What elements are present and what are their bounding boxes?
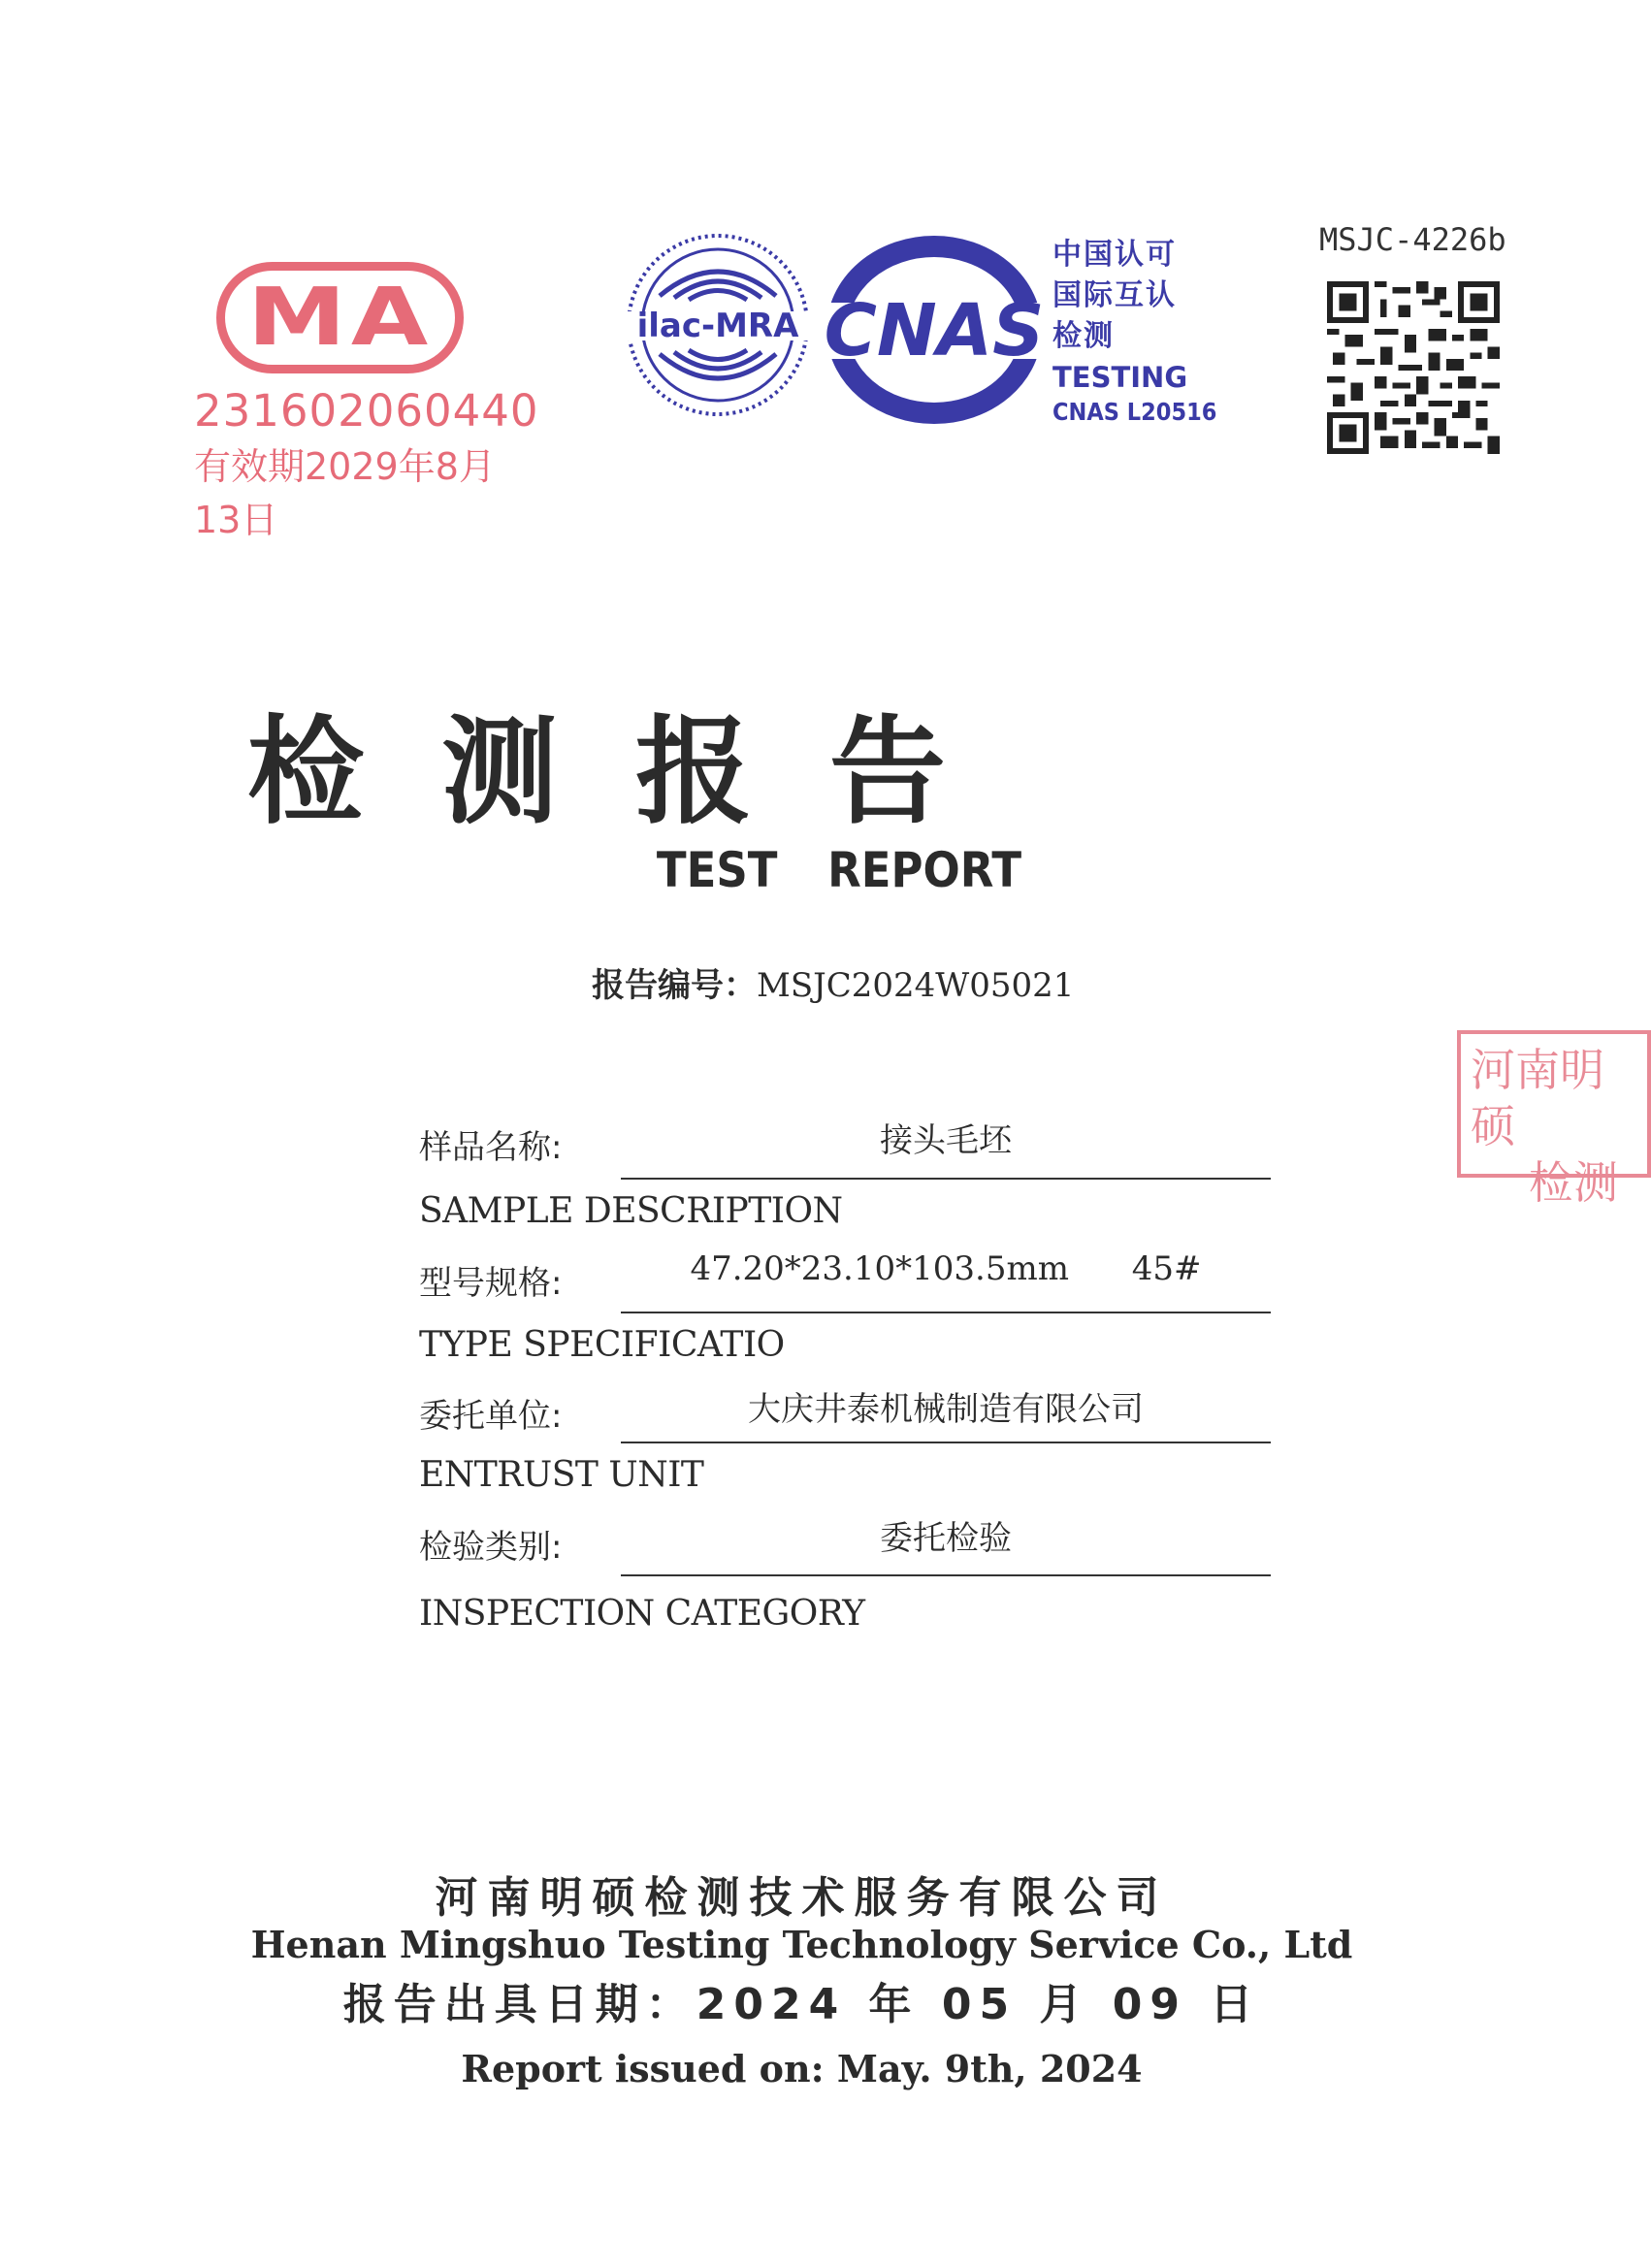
sample-underline xyxy=(621,1178,1271,1180)
sample-value: 接头毛坯 xyxy=(880,1121,1012,1160)
entrust-value: 大庆井泰机械制造有限公司 xyxy=(748,1390,1144,1429)
cnas-logo xyxy=(820,233,1062,427)
sample-label-cn: 样品名称: xyxy=(419,1128,563,1167)
cnas-accreditation-text xyxy=(1052,235,1235,429)
cma-logo-text: MA xyxy=(246,272,434,364)
report-number xyxy=(592,958,1074,1006)
stamp-line2: 检测 xyxy=(1529,1156,1618,1209)
sample-label-en: SAMPLE DESCRIPTION xyxy=(419,1191,843,1231)
issue-date-en: Report issued on: May. 9th, 2024 xyxy=(461,2047,1143,2090)
cma-stamp xyxy=(189,254,539,541)
document-code: MSJC-4226b xyxy=(1319,221,1506,258)
cma-number: 231602060440 xyxy=(194,385,539,437)
cma-validity: 有效期2029年8月13日 xyxy=(194,445,496,541)
cnas-cn-line1: 中国认可 xyxy=(1052,238,1177,272)
company-name-en: Henan Mingshuo Testing Technology Service Co., Ltd xyxy=(250,1923,1353,1966)
cnas-cn-line2: 国际互认 xyxy=(1052,278,1177,312)
entrust-underline xyxy=(621,1442,1271,1443)
inspection-label-en: INSPECTION CATEGORY xyxy=(419,1594,865,1634)
entrust-label-en: ENTRUST UNIT xyxy=(419,1455,704,1495)
inspection-value: 委托检验 xyxy=(880,1519,1012,1558)
ilac-mra-logo xyxy=(621,228,815,422)
company-stamp-fragment xyxy=(1457,1030,1651,1209)
cnas-en-line1: TESTING xyxy=(1052,361,1188,394)
company-name-cn: 河南明硕检测技术服务有限公司 xyxy=(435,1873,1169,1923)
ilac-logo-text: ilac-MRA xyxy=(636,307,799,345)
report-title-en: TEST REPORT xyxy=(656,842,1022,898)
type-spec-value: 47.20*23.10*103.5mm 45# xyxy=(690,1249,1202,1288)
entrust-label-cn: 委托单位: xyxy=(419,1397,563,1436)
inspection-label-cn: 检验类别: xyxy=(419,1528,563,1567)
report-number-label: 报告编号： xyxy=(592,966,757,1005)
issue-date-cn: 报告出具日期：2024 年 05 月 09 日 xyxy=(342,1980,1261,2029)
report-title-cn: 检测报告 xyxy=(247,703,1023,840)
report-number-value: MSJC2024W05021 xyxy=(757,966,1075,1005)
type-spec-label-en: TYPE SPECIFICATIO xyxy=(419,1325,785,1365)
cma-logo xyxy=(216,262,464,373)
type-spec-label-cn: 型号规格: xyxy=(419,1264,563,1303)
cnas-en-line2: CNAS L20516 xyxy=(1052,398,1217,426)
cnas-cn-line3: 检测 xyxy=(1052,319,1115,353)
qr-code-icon xyxy=(1327,281,1500,454)
cnas-logo-text: CNAS xyxy=(824,289,1045,373)
inspection-underline xyxy=(621,1574,1271,1576)
type-spec-underline xyxy=(621,1312,1271,1313)
stamp-line1: 河南明硕 xyxy=(1471,1044,1604,1152)
